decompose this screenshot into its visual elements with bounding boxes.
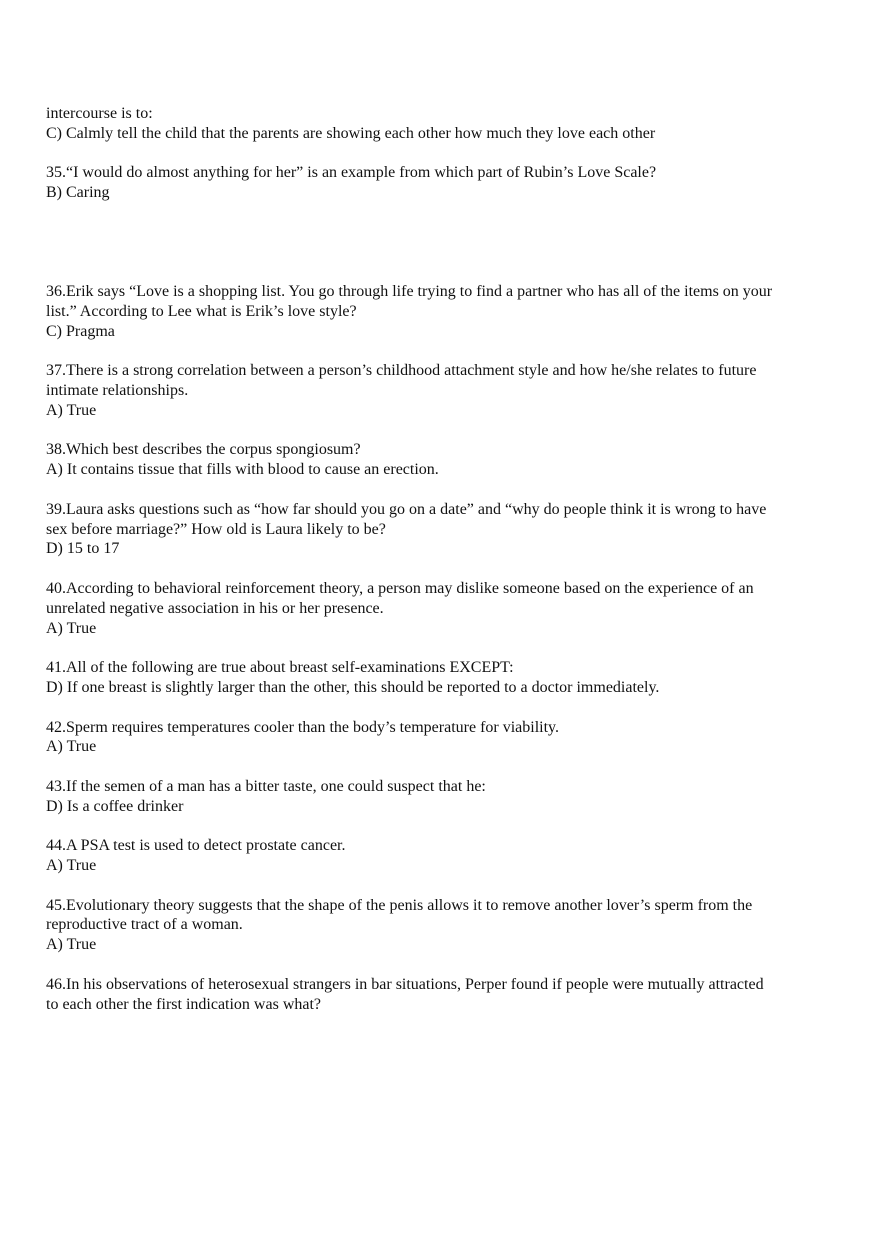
question-36	[46, 282, 846, 341]
question-39	[46, 500, 846, 559]
question-text: 38.Which best describes the corpus spongiosum?	[46, 441, 361, 459]
question-text: 36.Erik says “Love is a shopping list. You go through life trying to find a partner who has all of the items on your	[46, 282, 773, 300]
question-35	[46, 163, 846, 203]
question-text: intercourse is to:	[46, 105, 153, 122]
answer-text: C) Pragma	[46, 322, 115, 340]
question-38	[46, 440, 846, 480]
question-text: list.” According to Lee what is Erik’s love style?	[46, 302, 357, 320]
question-34-continued	[46, 104, 846, 144]
question-text: reproductive tract of a woman.	[46, 916, 243, 934]
question-text: 45.Evolutionary theory suggests that the shape of the penis allows it to remove another lover’s sperm from the	[46, 896, 753, 914]
question-45	[46, 896, 846, 955]
question-40	[46, 579, 846, 638]
answer-text: A) It contains tissue that fills with blood to cause an erection.	[46, 461, 439, 479]
answer-text: A) True	[46, 936, 97, 954]
question-text: 37.There is a strong correlation between a person’s childhood attachment style and how he/she relates to future	[46, 362, 757, 380]
answer-text: D) Is a coffee drinker	[46, 797, 184, 815]
question-text: 40.According to behavioral reinforcement theory, a person may dislike someone based on the experience of an	[46, 579, 754, 597]
question-text: intimate relationships.	[46, 381, 189, 399]
question-text: 42.Sperm requires temperatures cooler than the body’s temperature for viability.	[46, 718, 560, 736]
answer-text: D) 15 to 17	[46, 540, 120, 558]
question-text: 44.A PSA test is used to detect prostate cancer.	[46, 837, 346, 855]
question-37	[46, 361, 846, 420]
question-42	[46, 718, 846, 758]
question-text: to each other the first indication was what?	[46, 995, 322, 1013]
answer-text: A) True	[46, 619, 97, 637]
question-41	[46, 658, 846, 698]
answer-text: B) Caring	[46, 184, 110, 202]
question-text: sex before marriage?” How old is Laura likely to be?	[46, 520, 386, 538]
question-text: 41.All of the following are true about breast self-examinations EXCEPT:	[46, 659, 514, 677]
answer-text: D) If one breast is slightly larger than the other, this should be reported to a doctor immediately.	[46, 678, 660, 696]
question-text: unrelated negative association in his or her presence.	[46, 599, 384, 617]
question-46	[46, 975, 846, 1015]
answer-text: A) True	[46, 401, 97, 419]
question-44	[46, 836, 846, 876]
question-text: 35.“I would do almost anything for her” is an example from which part of Rubin’s Love Scale?	[46, 164, 657, 182]
answer-text: C) Calmly tell the child that the parents are showing each other how much they love each other	[46, 124, 656, 142]
answer-text: A) True	[46, 738, 97, 756]
question-43	[46, 777, 846, 817]
answer-text: A) True	[46, 857, 97, 875]
question-text: 39.Laura asks questions such as “how far should you go on a date” and “why do people think it is wrong to have	[46, 500, 767, 518]
document-page	[46, 104, 846, 1014]
question-text: 43.If the semen of a man has a bitter taste, one could suspect that he:	[46, 777, 486, 795]
question-text: 46.In his observations of heterosexual strangers in bar situations, Perper found if people were mutually attracted	[46, 975, 764, 993]
